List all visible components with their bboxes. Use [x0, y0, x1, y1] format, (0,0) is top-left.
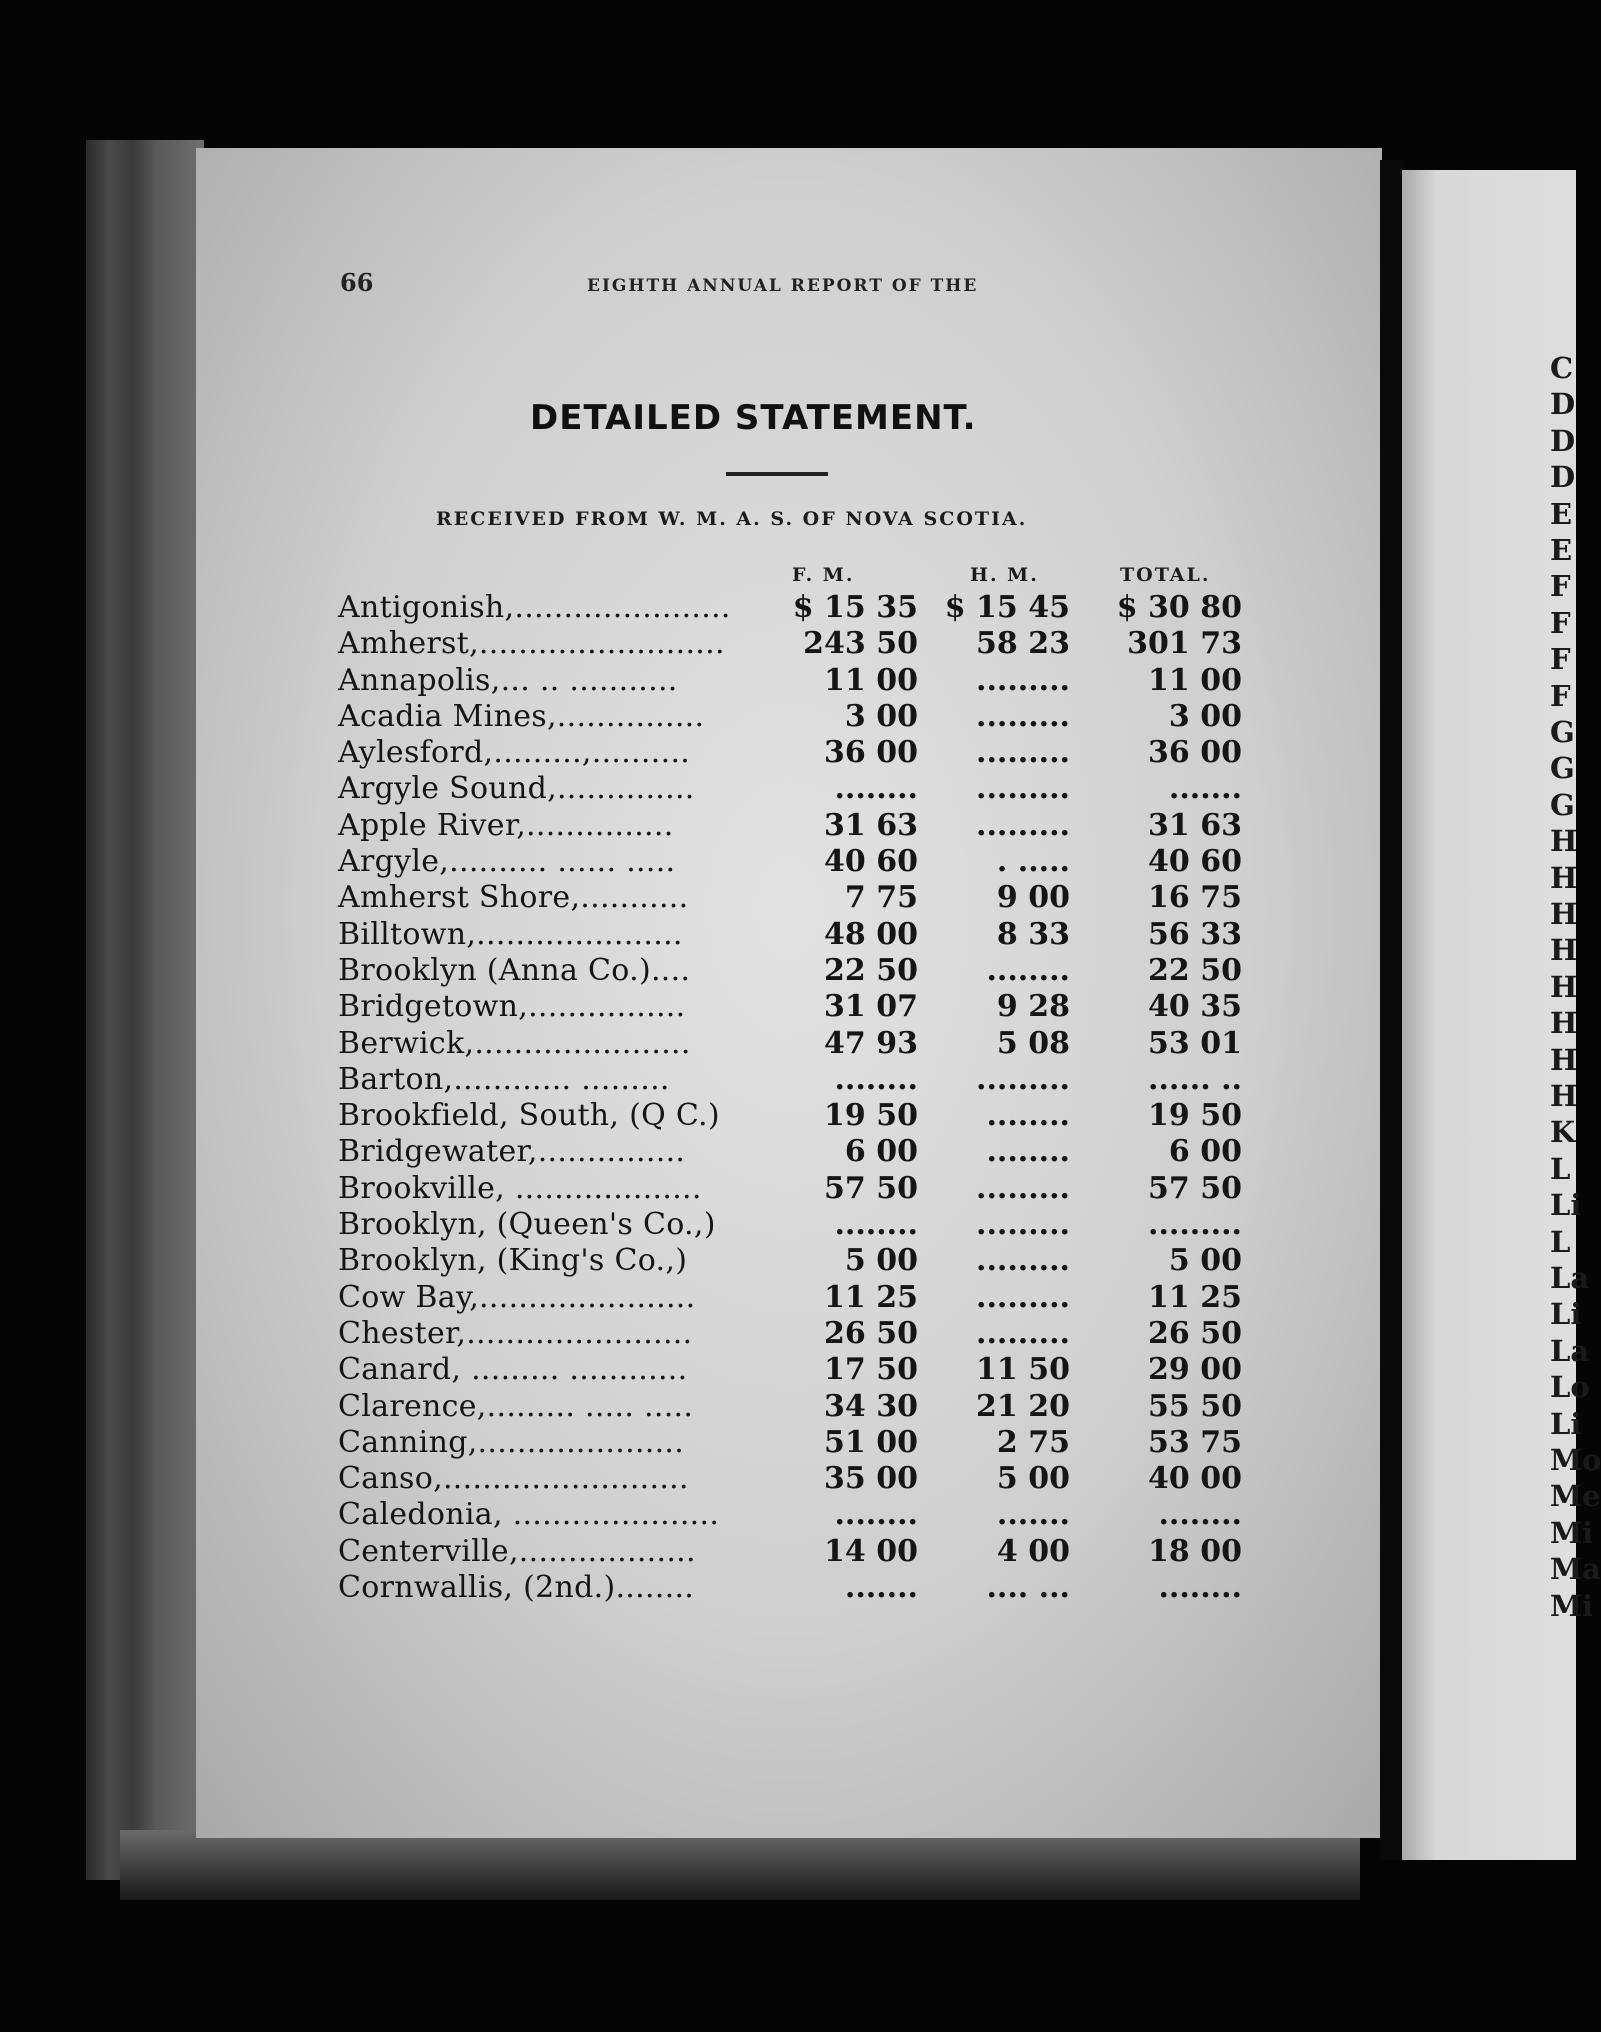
right-page-letter: G [1550, 751, 1575, 786]
place-cell: Caledonia, ..................... [338, 1497, 720, 1533]
hm-amount-cell: ......... [976, 1243, 1070, 1279]
place-cell: Annapolis,... .. ........... [338, 662, 678, 698]
right-page-letter: F [1550, 605, 1571, 640]
place-cell: Clarence,......... ..... ..... [338, 1388, 694, 1424]
table-row [338, 1134, 1242, 1170]
place-cell: Cornwallis, (2nd.)........ [338, 1570, 695, 1606]
total-amount-cell: 11 25 [1148, 1279, 1242, 1315]
total-amount-cell: 11 00 [1148, 662, 1242, 698]
title-rule [726, 472, 828, 476]
hm-amount-cell: ......... [976, 1207, 1070, 1243]
place-cell: Apple River,............... [338, 807, 674, 843]
right-page-letter: C [1550, 351, 1574, 385]
right-page [1402, 170, 1601, 1860]
right-page-letter: F [1550, 642, 1571, 677]
place-cell: Brookfield, South, (Q C.) [338, 1098, 720, 1134]
table-row [338, 1098, 1242, 1134]
right-page-letter: H [1550, 1006, 1578, 1041]
hm-amount-cell: ........ [986, 1134, 1070, 1170]
table-row [338, 1025, 1242, 1062]
right-page-letter: G [1550, 715, 1575, 749]
right-page-letter: D [1550, 423, 1576, 458]
right-page-letter: H [1550, 824, 1578, 859]
place-cell: Bridgewater,............... [338, 1134, 686, 1170]
right-page-letter: H [1550, 860, 1578, 895]
total-amount-cell: 40 35 [1148, 989, 1242, 1025]
place-cell: Chester,....................... [338, 1315, 693, 1351]
table-row [338, 1388, 1242, 1425]
hm-amount-cell: 8 33 [996, 916, 1070, 952]
right-page-letter: Li [1550, 1406, 1582, 1441]
hm-amount-cell: ....... [996, 1497, 1070, 1533]
hm-amount-cell: ......... [976, 662, 1070, 698]
fm-amount-cell: 243 50 [803, 626, 918, 662]
hm-amount-cell: .... ... [986, 1570, 1070, 1606]
total-amount-cell: 53 75 [1148, 1424, 1242, 1460]
fm-amount-cell: 22 50 [824, 952, 918, 988]
table-row [338, 807, 1242, 844]
total-amount-cell: 18 00 [1148, 1533, 1242, 1569]
place-cell: Argyle Sound,.............. [338, 771, 695, 807]
total-amount-cell: 26 50 [1148, 1315, 1242, 1351]
fm-amount-cell: 31 07 [824, 989, 918, 1025]
total-amount-cell: ......... [1148, 1207, 1242, 1243]
fm-amount-cell: 7 75 [844, 880, 918, 916]
place-cell: Brooklyn, (King's Co.,) [338, 1243, 688, 1279]
place-cell: Centerville,.................. [338, 1533, 696, 1569]
statement-subtitle: RECEIVED FROM W. M. A. S. OF NOVA SCOTIA. [436, 508, 1028, 530]
right-page-letter: H [1550, 933, 1578, 968]
page-title: DETAILED STATEMENT. [530, 398, 977, 438]
hm-amount-cell: 4 00 [996, 1533, 1070, 1569]
hm-amount-cell: ......... [976, 735, 1070, 771]
table-row [338, 1170, 1242, 1207]
right-page-letter: E [1550, 533, 1573, 567]
right-page-letter: E [1550, 496, 1573, 531]
table-row [338, 844, 1242, 880]
fm-amount-cell: 34 30 [824, 1388, 918, 1424]
hm-amount-cell: ......... [976, 698, 1070, 734]
hm-amount-cell: 11 50 [976, 1352, 1070, 1388]
total-amount-cell: 301 73 [1127, 626, 1242, 662]
place-cell: Amherst,......................... [338, 626, 725, 662]
place-cell: Canso,......................... [338, 1461, 689, 1497]
table-row [338, 771, 1242, 807]
right-page-letter: L [1550, 1151, 1571, 1186]
hm-amount-cell: 58 23 [976, 626, 1070, 662]
right-page-letter: H [1550, 1079, 1578, 1113]
table-row [338, 1461, 1242, 1497]
fm-amount-cell: 57 50 [824, 1170, 918, 1206]
fm-amount-cell: ........ [834, 1207, 918, 1243]
place-cell: Amherst Shore,........... [338, 880, 689, 916]
total-amount-cell: 22 50 [1148, 952, 1242, 988]
total-amount-cell: 5 00 [1168, 1243, 1242, 1279]
right-page-letter: Li [1550, 1188, 1582, 1223]
fm-amount-cell: 6 00 [844, 1134, 918, 1170]
total-amount-cell: 57 50 [1148, 1170, 1242, 1206]
place-cell: Canard, ......... ............ [338, 1352, 688, 1388]
table-row [338, 1570, 1242, 1606]
fm-amount-cell: 26 50 [824, 1315, 918, 1351]
total-amount-cell: 16 75 [1148, 880, 1242, 916]
right-page-letter: Mi [1550, 1588, 1594, 1623]
right-page-letter: D [1550, 460, 1576, 495]
table-row [338, 1061, 1242, 1098]
table-row [338, 1243, 1242, 1279]
hm-amount-cell: 21 20 [976, 1388, 1070, 1424]
place-cell: Brookville, ................... [338, 1170, 702, 1206]
fm-amount-cell: 48 00 [824, 916, 918, 952]
table-row [338, 916, 1242, 953]
fm-amount-cell: 14 00 [824, 1533, 918, 1569]
place-cell: Cow Bay,...................... [338, 1279, 696, 1315]
total-amount-cell: ........ [1158, 1497, 1242, 1533]
total-amount-cell: 19 50 [1148, 1098, 1242, 1134]
fm-amount-cell: 19 50 [824, 1098, 918, 1134]
right-page-letter: F [1550, 569, 1571, 604]
right-page-letter: Mo [1550, 1443, 1601, 1477]
table-row [338, 626, 1242, 662]
hm-amount-cell: ......... [976, 1170, 1070, 1206]
hm-amount-cell: 2 75 [996, 1424, 1070, 1460]
book-bottom-edge [120, 1830, 1360, 1900]
right-page-letter: Mi [1550, 1515, 1594, 1550]
place-cell: Acadia Mines,............... [338, 698, 705, 734]
total-amount-cell: 29 00 [1148, 1352, 1242, 1388]
hm-amount-cell: ......... [976, 1061, 1070, 1097]
column-header-total: TOTAL. [1120, 564, 1211, 586]
total-amount-cell: ........ [1158, 1570, 1242, 1606]
place-cell: Billtown,..................... [338, 916, 683, 952]
fm-amount-cell: 17 50 [824, 1352, 918, 1388]
right-page-letter: Me [1550, 1479, 1601, 1514]
right-page-letter: H [1550, 1042, 1578, 1077]
right-page-letter: H [1550, 897, 1578, 931]
fm-amount-cell: ....... [844, 1570, 918, 1606]
hm-amount-cell: ......... [976, 1315, 1070, 1351]
fm-amount-cell: ........ [834, 771, 918, 807]
table-row [338, 590, 1242, 626]
table-row [338, 1207, 1242, 1243]
hm-amount-cell: . ..... [996, 844, 1070, 880]
table-row [338, 1315, 1242, 1352]
fm-amount-cell: 40 60 [824, 844, 918, 880]
fm-amount-cell: 36 00 [824, 735, 918, 771]
book-gutter [1380, 160, 1404, 1860]
total-amount-cell: 36 00 [1148, 735, 1242, 771]
total-amount-cell: 31 63 [1148, 807, 1242, 843]
total-amount-cell: 53 01 [1148, 1025, 1242, 1061]
fm-amount-cell: 31 63 [824, 807, 918, 843]
table-row [338, 989, 1242, 1025]
place-cell: Canning,..................... [338, 1424, 685, 1460]
hm-amount-cell: ......... [976, 807, 1070, 843]
place-cell: Aylesford,.........,.......... [338, 735, 691, 771]
hm-amount-cell: ......... [976, 1279, 1070, 1315]
running-head [340, 268, 1000, 308]
total-amount-cell: 3 00 [1168, 698, 1242, 734]
right-page-letter: L [1550, 1224, 1571, 1259]
fm-amount-cell: 3 00 [844, 698, 918, 734]
table-row [338, 662, 1242, 699]
right-page-letter: G [1550, 787, 1575, 822]
total-amount-cell: $ 30 80 [1116, 590, 1242, 625]
table-row [338, 735, 1242, 771]
table-row [338, 1533, 1242, 1570]
book-edge [86, 140, 204, 1880]
place-cell: Argyle,.......... ...... ..... [338, 844, 676, 880]
running-title: EIGHTH ANNUAL REPORT OF THE [587, 276, 979, 296]
hm-amount-cell: 5 00 [996, 1461, 1070, 1497]
right-page-letter: La [1550, 1261, 1590, 1295]
table-row [338, 698, 1242, 735]
hm-amount-cell: 5 08 [996, 1025, 1070, 1061]
total-amount-cell: 40 60 [1148, 844, 1242, 880]
right-page-letter: F [1550, 678, 1571, 713]
right-page-letter: La [1550, 1333, 1590, 1368]
right-page-letter: D [1550, 387, 1576, 422]
hm-amount-cell: 9 28 [996, 989, 1070, 1025]
table-row [338, 1352, 1242, 1388]
table-row [338, 1497, 1242, 1533]
table-row [338, 1279, 1242, 1316]
fm-amount-cell: 5 00 [844, 1243, 918, 1279]
right-page-letter: Li [1550, 1297, 1582, 1332]
fm-amount-cell: 35 00 [824, 1461, 918, 1497]
hm-amount-cell: ........ [986, 1098, 1070, 1134]
fm-amount-cell: 11 25 [824, 1279, 918, 1315]
hm-amount-cell: ......... [976, 771, 1070, 807]
table-row [338, 1424, 1242, 1461]
place-cell: Brooklyn (Anna Co.).... [338, 952, 691, 988]
fm-amount-cell: 11 00 [824, 662, 918, 698]
total-amount-cell: ...... .. [1148, 1061, 1242, 1097]
total-amount-cell: ....... [1168, 771, 1242, 807]
place-cell: Brooklyn, (Queen's Co.,) [338, 1207, 716, 1243]
right-page-letter: K [1550, 1115, 1576, 1150]
fm-amount-cell: ........ [834, 1497, 918, 1533]
hm-amount-cell: 9 00 [996, 880, 1070, 916]
fm-amount-cell: $ 15 35 [792, 590, 918, 625]
place-cell: Antigonish,...................... [338, 590, 731, 625]
hm-amount-cell: ........ [986, 952, 1070, 988]
total-amount-cell: 55 50 [1148, 1388, 1242, 1424]
table-row [338, 880, 1242, 916]
total-amount-cell: 6 00 [1168, 1134, 1242, 1170]
right-page-letter: Lo [1550, 1370, 1590, 1405]
place-cell: Barton,............ ......... [338, 1061, 670, 1097]
fm-amount-cell: ........ [834, 1061, 918, 1097]
page-number: 66 [340, 268, 374, 297]
column-header-hm: H. M. [970, 564, 1039, 586]
right-page-letter: Ma [1550, 1552, 1601, 1587]
hm-amount-cell: $ 15 45 [944, 590, 1070, 625]
total-amount-cell: 40 00 [1148, 1461, 1242, 1497]
total-amount-cell: 56 33 [1148, 916, 1242, 952]
fm-amount-cell: 47 93 [824, 1025, 918, 1061]
fm-amount-cell: 51 00 [824, 1424, 918, 1460]
statement-table [338, 590, 1242, 1606]
right-page-letter: H [1550, 969, 1578, 1004]
place-cell: Berwick,...................... [338, 1025, 691, 1061]
place-cell: Bridgetown,................ [338, 989, 686, 1025]
column-header-fm: F. M. [792, 564, 855, 586]
table-row [338, 952, 1242, 989]
